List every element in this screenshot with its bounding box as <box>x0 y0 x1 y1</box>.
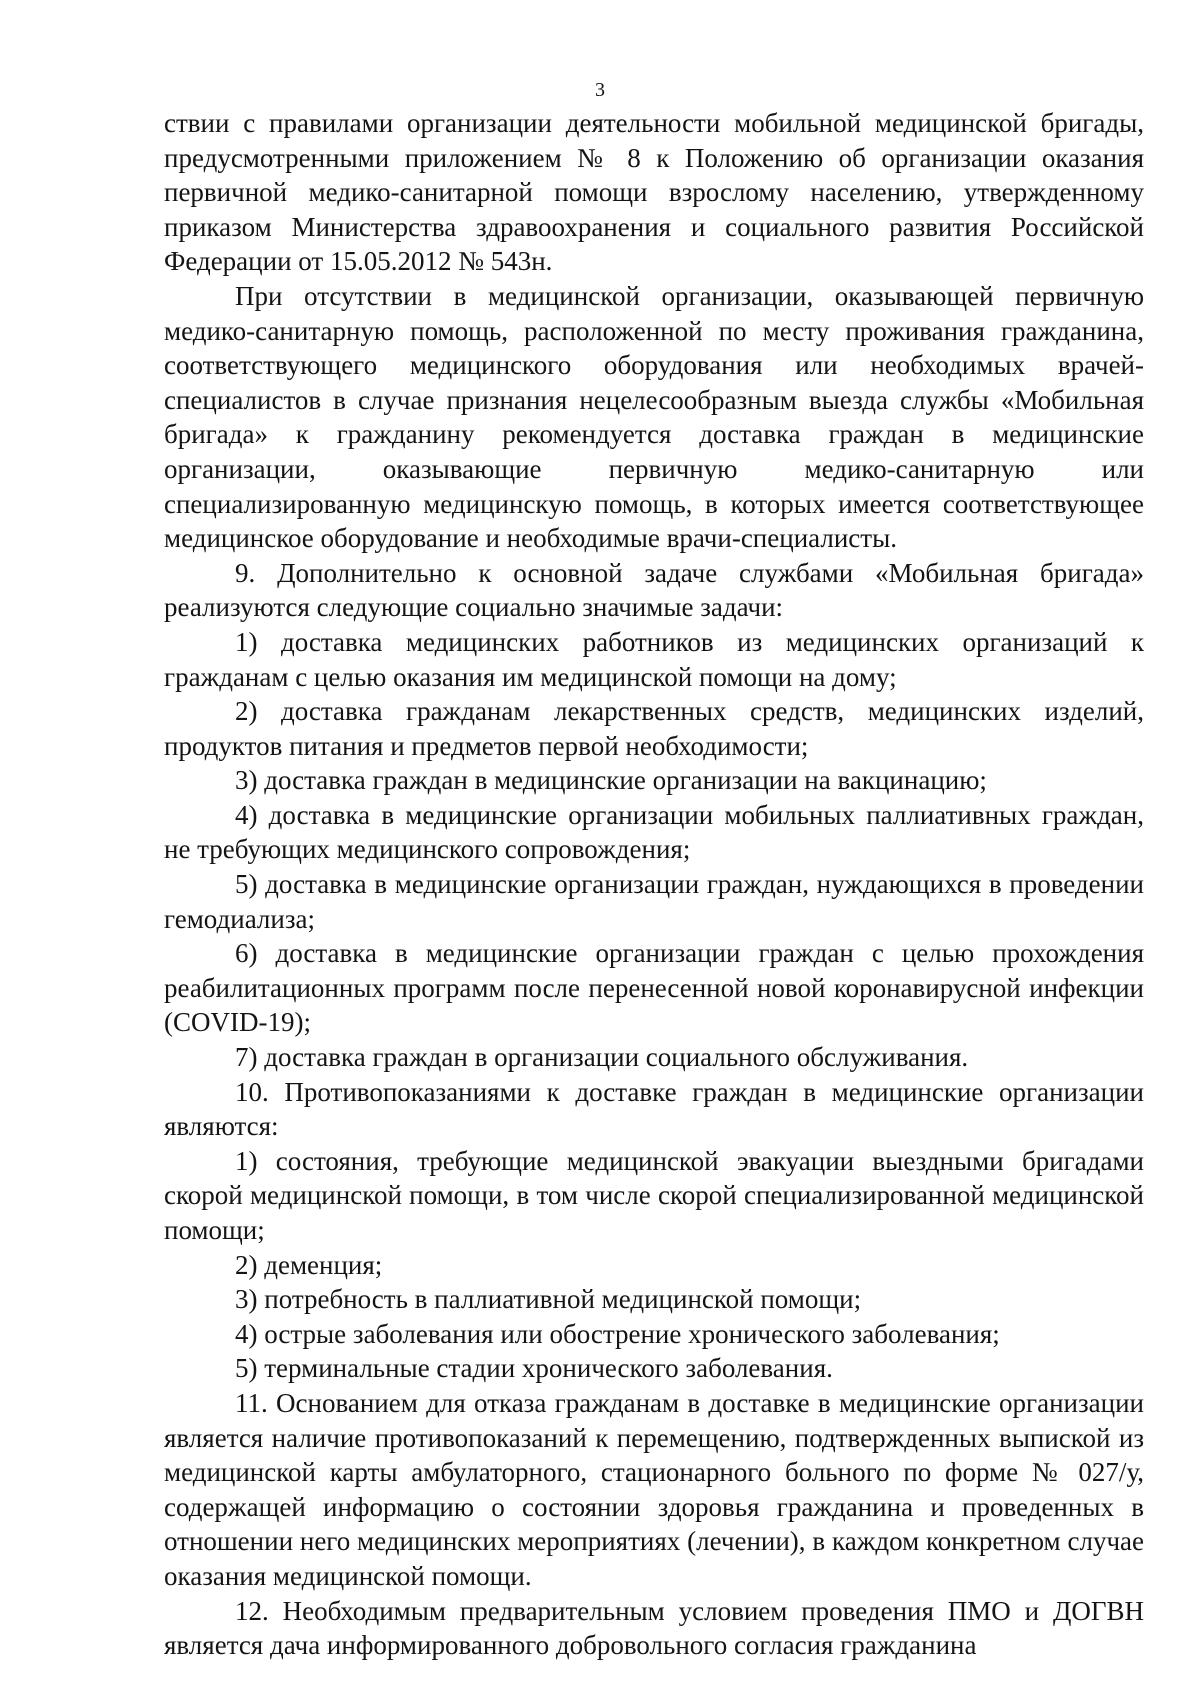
list-item-10-4: 4) острые заболевания или обострение хронического заболевания; <box>235 1318 1000 1349</box>
list-item-9-4: 4) доставка в медицинские организации мобильных паллиативных граждан, не требующих медицинского сопровождения; <box>164 799 1144 865</box>
list-item-9-3: 3) доставка граждан в медицинские организации на вакцинацию; <box>235 765 987 796</box>
list-item-10-3: 3) потребность в паллиативной медицинской помощи; <box>235 1284 862 1315</box>
paragraph-item-11: 11. Основанием для отказа гражданам в доставке в медицинские организации является наличие противопоказаний к перемещению, подтвержденных выпиской из медицинской карты амбулаторного, стационарного больного по форме № 027/у, содержащей информацию о состоянии здоровья гражданина и проведенных в отношении него медицинских мероприятиях (лечении), в каждом конкретном случае оказания медицинской помощи. <box>164 1387 1144 1591</box>
list-item-9-5: 5) доставка в медицинские организации граждан, нуждающихся в проведении гемодиализа; <box>164 869 1144 934</box>
list-item-10-1: 1) состояния, требующие медицинской эвакуации выездными бригадами скорой медицинской помощи, в том числе скорой специализированной медицинской помощи; <box>164 1145 1144 1245</box>
page-number: 3 <box>595 79 605 101</box>
paragraph-item-12: 12. Необходимым предварительным условием проведения ПМО и ДОГВН является дача информированного добровольного согласия гражданина <box>164 1595 1144 1661</box>
paragraph-item-10: 10. Противопоказаниями к доставке граждан в медицинские организации являются: <box>164 1076 1144 1142</box>
paragraph-item-9: 9. Дополнительно к основной задаче службами «Мобильная бригада» реализуются следующие социально значимые задачи: <box>164 557 1144 623</box>
paragraph-continuation: ствии с правилами организации деятельности мобильной медицинской бригады, предусмотренными приложением № 8 к Положению об организации оказания первичной медико-санитарной помощи взрослому населению, утвержденному приказом Министерства здравоохранения и социального развития Российской Федерации от 15.05.2012 № 543н. <box>164 108 1144 277</box>
list-item-10-2: 2) деменция; <box>235 1249 383 1280</box>
list-item-9-7: 7) доставка граждан в организации социального обслуживания. <box>235 1042 969 1073</box>
document-body <box>164 106 1144 1663</box>
list-item-9-6: 6) доставка в медицинские организации граждан с целью прохождения реабилитационных программ после перенесенной новой коронавирусной инфекции (COVID-19); <box>164 938 1144 1038</box>
list-item-10-5: 5) терминальные стадии хронического заболевания. <box>235 1353 833 1384</box>
list-item-9-1: 1) доставка медицинских работников из медицинских организаций к гражданам с целью оказания им медицинской помощи на дому; <box>164 626 1144 692</box>
paragraph-no-equipment: При отсутствии в медицинской организации, оказывающей первичную медико-санитарную помощь, расположенной по месту проживания гражданина, соответствующего медицинского оборудования или необходимых врачей-специалистов в случае признания нецелесообразным выезда службы «Мобильная бригада» к гражданину рекомендуется доставка граждан в медицинские организации, оказывающие первичную медико-санитарную или специализированную медицинскую помощь, в которых имеется соответствующее медицинское оборудование и необходимые врачи-специалисты. <box>164 280 1144 554</box>
list-item-9-2: 2) доставка гражданам лекарственных средств, медицинских изделий, продуктов питания и предметов первой необходимости; <box>164 696 1144 761</box>
